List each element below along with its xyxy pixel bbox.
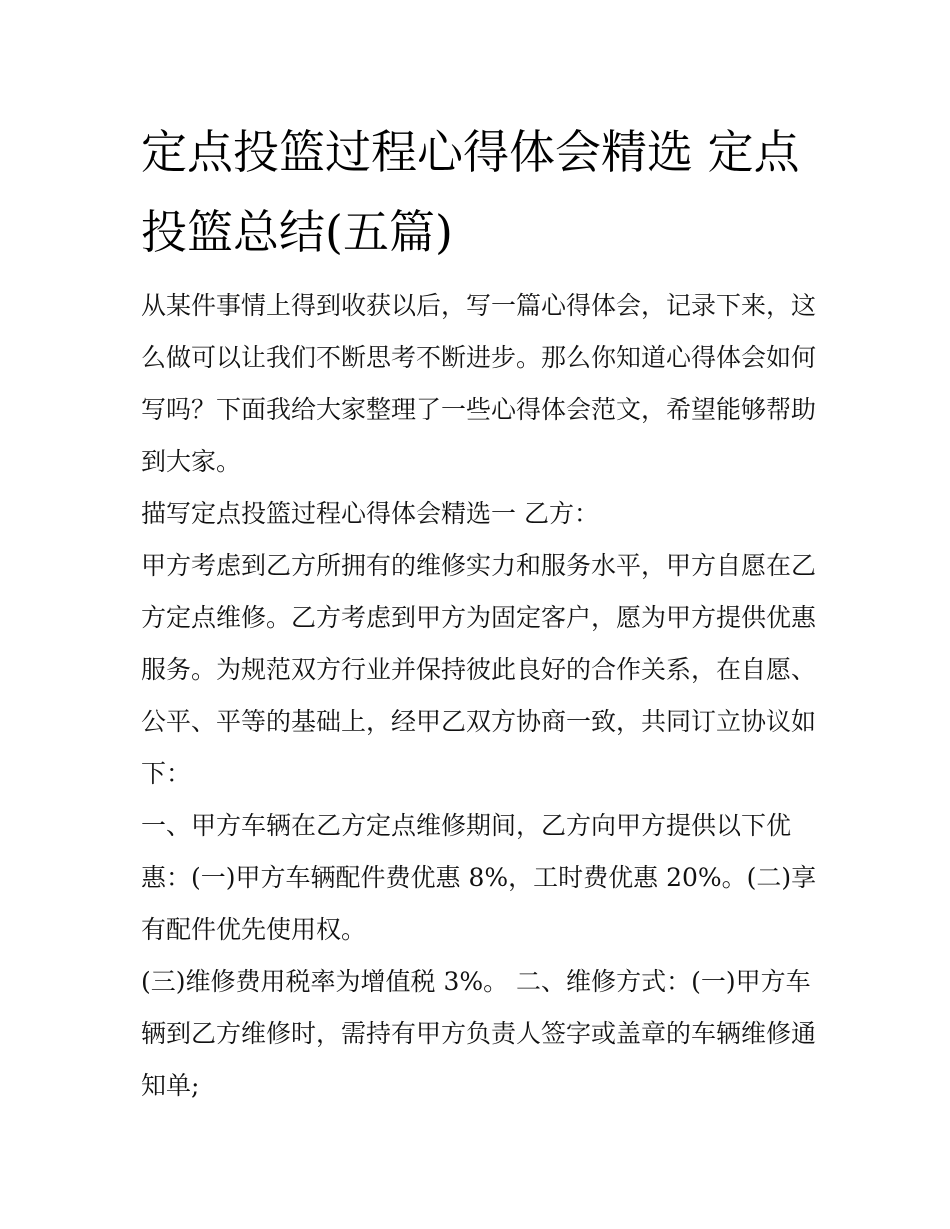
paragraph-section-heading: 描写定点投篮过程心得体会精选一 乙方： (141, 499, 599, 528)
document-body (141, 280, 821, 1112)
paragraph-clause-three: (三)维修费用税率为增值税 3%。 二、维修方式：(一)甲方车辆到乙方维修时，需持有甲方负责人签字或盖章的车辆维修通知单; (141, 967, 817, 1100)
paragraph-intro: 从某件事情上得到收获以后，写一篇心得体会，记录下来，这么做可以让我们不断思考不断进步。那么你知道心得体会如何写吗？下面我给大家整理了一些心得体会范文，希望能够帮助到大家。 (141, 291, 817, 476)
paragraph-agreement-preamble: 甲方考虑到乙方所拥有的维修实力和服务水平，甲方自愿在乙方定点维修。乙方考虑到甲方为固定客户，愿为甲方提供优惠服务。为规范双方行业并保持彼此良好的合作关系，在自愿、公平、平等的基础上，经甲乙双方协商一致，共同订立协议如下： (141, 551, 817, 788)
document-title: 定点投篮过程心得体会精选 定点投篮总结(五篇) (141, 125, 800, 259)
paragraph-clause-one: 一、甲方车辆在乙方定点维修期间，乙方向甲方提供以下优惠：(一)甲方车辆配件费优惠 8%，工时费优惠 20%。(二)享有配件优先使用权。 (141, 811, 817, 944)
